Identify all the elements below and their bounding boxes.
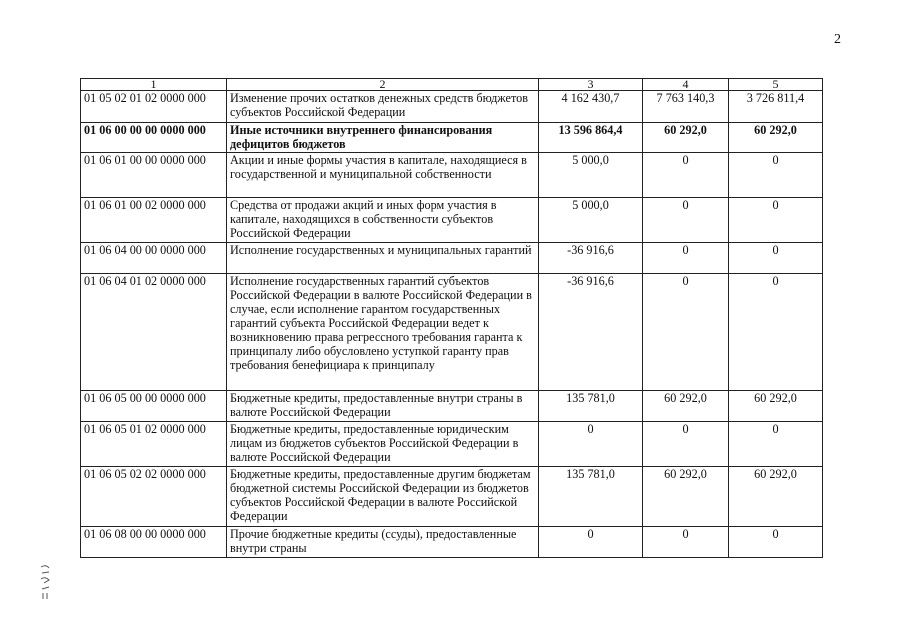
row-name: Иные источники внутреннего финансирования дефицитов бюджетов [227,123,539,153]
row-code: 01 06 01 00 02 0000 000 [81,198,227,243]
header-col-3: 3 [539,79,643,91]
row-value-col3: 0 [539,527,643,558]
row-value-col5: 0 [729,527,823,558]
table-row [81,274,823,391]
row-value-col4: 0 [643,153,729,198]
row-value-col3: 5 000,0 [539,153,643,198]
row-code: 01 06 08 00 00 0000 000 [81,527,227,558]
header-col-5: 5 [729,79,823,91]
row-value-col4: 7 763 140,3 [643,91,729,123]
row-value-col3: 4 162 430,7 [539,91,643,123]
table-row [81,422,823,467]
header-col-4: 4 [643,79,729,91]
row-name: Средства от продажи акций и иных форм участия в капитале, находящихся в собственности субъектов Российской Федерации [227,198,539,243]
row-name: Бюджетные кредиты, предоставленные юридическим лицам из бюджетов субъектов Российской Федерации в валюте Российской Федерации [227,422,539,467]
row-value-col3: 0 [539,422,643,467]
budget-sources-table [80,78,823,558]
row-value-col3: 13 596 864,4 [539,123,643,153]
row-value-col3: 5 000,0 [539,198,643,243]
row-code: 01 06 00 00 00 0000 000 [81,123,227,153]
row-value-col3: 135 781,0 [539,391,643,422]
header-col-2: 2 [227,79,539,91]
table-row [81,198,823,243]
row-value-col4: 0 [643,198,729,243]
row-value-col5: 60 292,0 [729,467,823,527]
row-value-col5: 0 [729,274,823,391]
row-name: Бюджетные кредиты, предоставленные внутри страны в валюте Российской Федерации [227,391,539,422]
row-name: Исполнение государственных и муниципальных гарантий [227,243,539,274]
row-value-col5: 0 [729,198,823,243]
row-code: 01 06 01 00 00 0000 000 [81,153,227,198]
page-number: 2 [834,32,841,47]
row-name: Исполнение государственных гарантий субъектов Российской Федерации в валюте Российской Федерации в случае, если исполнение гарантом государственных гарантий субъекта Российской Федерации ведет к возникновению права регрессного требования гаранта к принципалу либо обусловлено уступкой гаранту прав требования бенефициара к принципалу [227,274,539,391]
row-code: 01 05 02 01 02 0000 000 [81,91,227,123]
table-header-row [81,79,823,91]
row-value-col4: 60 292,0 [643,391,729,422]
table-row [81,91,823,123]
row-name: Изменение прочих остатков денежных средств бюджетов субъектов Российской Федерации [227,91,539,123]
row-value-col4: 60 292,0 [643,467,729,527]
row-value-col4: 0 [643,527,729,558]
row-name: Прочие бюджетные кредиты (ссуды), предоставленные внутри страны [227,527,539,558]
row-code: 01 06 04 00 00 0000 000 [81,243,227,274]
row-code: 01 06 05 02 02 0000 000 [81,467,227,527]
row-value-col4: 60 292,0 [643,123,729,153]
table-row [81,467,823,527]
row-code: 01 06 05 00 00 0000 000 [81,391,227,422]
table-row [81,123,823,153]
table-row [81,153,823,198]
table-row [81,243,823,274]
row-value-col3: 135 781,0 [539,467,643,527]
header-col-1: 1 [81,79,227,91]
table-row [81,527,823,558]
table-row [81,391,823,422]
row-value-col4: 0 [643,243,729,274]
row-value-col5: 0 [729,422,823,467]
row-code: 01 06 04 01 02 0000 000 [81,274,227,391]
row-name: Бюджетные кредиты, предоставленные другим бюджетам бюджетной системы Российской Федерации из бюджетов субъектов Российской Федерации в валюте Российской Федерации [227,467,539,527]
margin-handwritten-mark [38,563,52,603]
row-code: 01 06 05 01 02 0000 000 [81,422,227,467]
row-value-col3: -36 916,6 [539,274,643,391]
row-value-col5: 3 726 811,4 [729,91,823,123]
row-value-col5: 60 292,0 [729,391,823,422]
row-name: Акции и иные формы участия в капитале, находящиеся в государственной и муниципальной собственности [227,153,539,198]
row-value-col5: 0 [729,153,823,198]
row-value-col3: -36 916,6 [539,243,643,274]
row-value-col5: 60 292,0 [729,123,823,153]
row-value-col4: 0 [643,422,729,467]
row-value-col4: 0 [643,274,729,391]
row-value-col5: 0 [729,243,823,274]
